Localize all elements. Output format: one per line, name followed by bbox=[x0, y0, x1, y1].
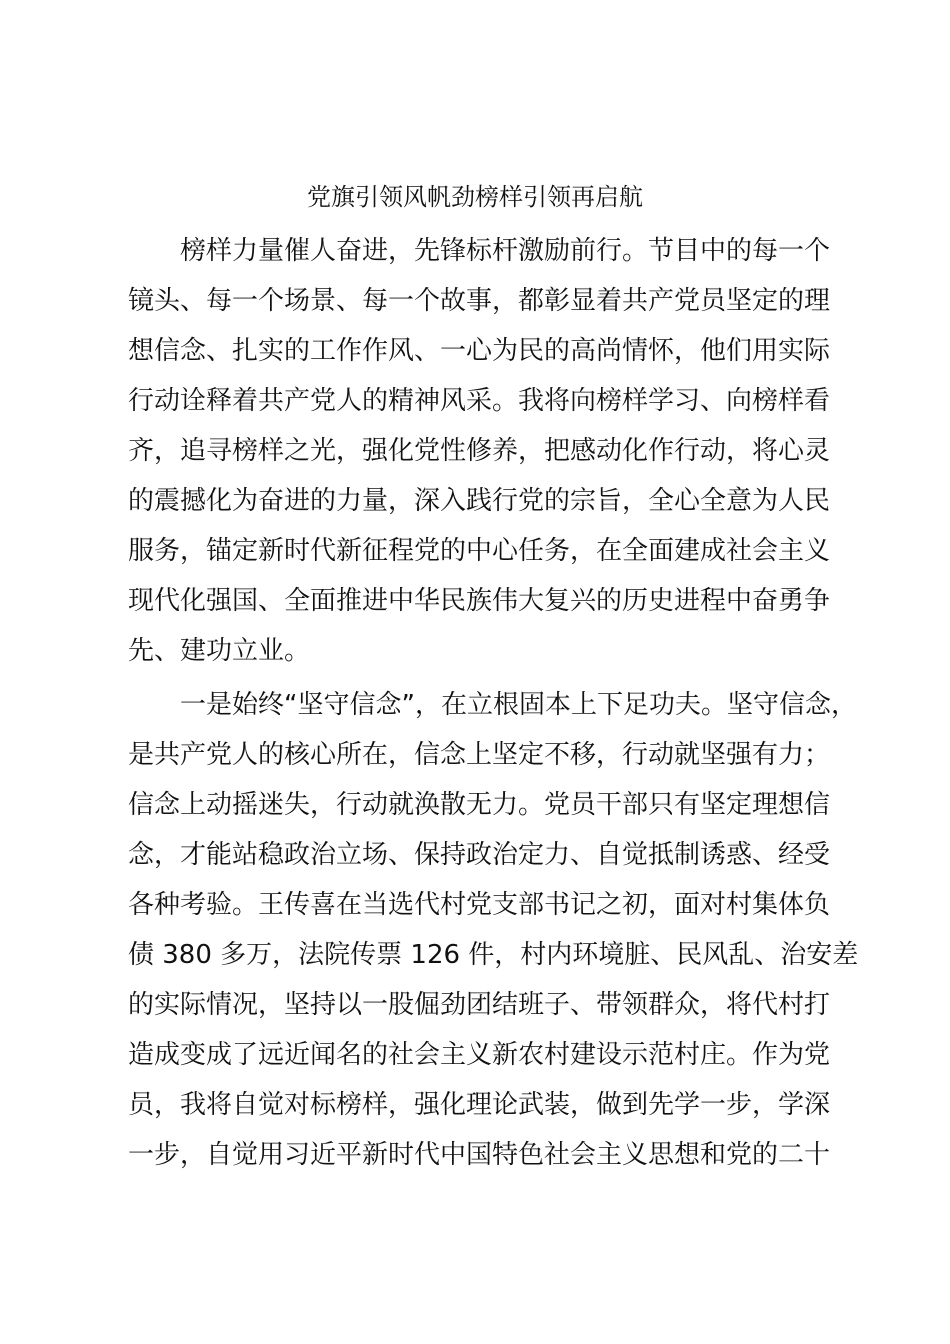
paragraph-1-line: 先、建功立业。 bbox=[128, 636, 311, 666]
paragraph-1-line: 服务，锚定新时代新征程党的中心任务，在全面建成社会主义 bbox=[128, 536, 831, 566]
paragraph-1-line: 镜头、每一个场景、每一个故事，都彰显着共产党员坚定的理 bbox=[128, 286, 831, 316]
paragraph-1-line: 现代化强国、全面推进中华民族伟大复兴的历史进程中奋勇争 bbox=[128, 586, 831, 616]
paragraph-2-line: 信念上动摇迷失，行动就涣散无力。党员干部只有坚定理想信 bbox=[128, 790, 831, 820]
paragraph-1-line: 的震撼化为奋进的力量，深入践行党的宗旨，全心全意为人民 bbox=[128, 486, 831, 516]
paragraph-2-line: 的实际情况，坚持以一股倔劲团结班子、带领群众，将代村打 bbox=[128, 990, 831, 1020]
paragraph-1-line: 榜样力量催人奋进，先锋标杆激励前行。节目中的每一个 bbox=[180, 236, 831, 266]
document-title: 党旗引领风帆劲榜样引领再启航 bbox=[307, 183, 643, 211]
paragraph-2-line: 债 380 多万，法院传票 126 件，村内环境脏、民风乱、治安差 bbox=[128, 940, 859, 970]
paragraph-2-line: 一步，自觉用习近平新时代中国特色社会主义思想和党的二十 bbox=[128, 1140, 831, 1170]
paragraph-1-line: 齐，追寻榜样之光，强化党性修养，把感动化作行动，将心灵 bbox=[128, 436, 831, 466]
paragraph-2-line: 是共产党人的核心所在，信念上坚定不移，行动就坚强有力； bbox=[128, 740, 831, 770]
paragraph-1-line: 想信念、扎实的工作作风、一心为民的高尚情怀，他们用实际 bbox=[128, 336, 831, 366]
paragraph-2-line: 念，才能站稳政治立场、保持政治定力、自觉抵制诱惑、经受 bbox=[128, 840, 831, 870]
paragraph-2-line: 造成变成了远近闻名的社会主义新农村建设示范村庄。作为党 bbox=[128, 1040, 831, 1070]
paragraph-2-line: 员，我将自觉对标榜样，强化理论武装，做到先学一步，学深 bbox=[128, 1090, 831, 1120]
paragraph-2-line: 各种考验。王传喜在当选代村党支部书记之初，面对村集体负 bbox=[128, 890, 831, 920]
paragraph-1-line: 行动诠释着共产党人的精神风采。我将向榜样学习、向榜样看 bbox=[128, 386, 831, 416]
paragraph-2-line: 一是始终“坚守信念”，在立根固本上下足功夫。坚守信念， bbox=[180, 690, 857, 720]
